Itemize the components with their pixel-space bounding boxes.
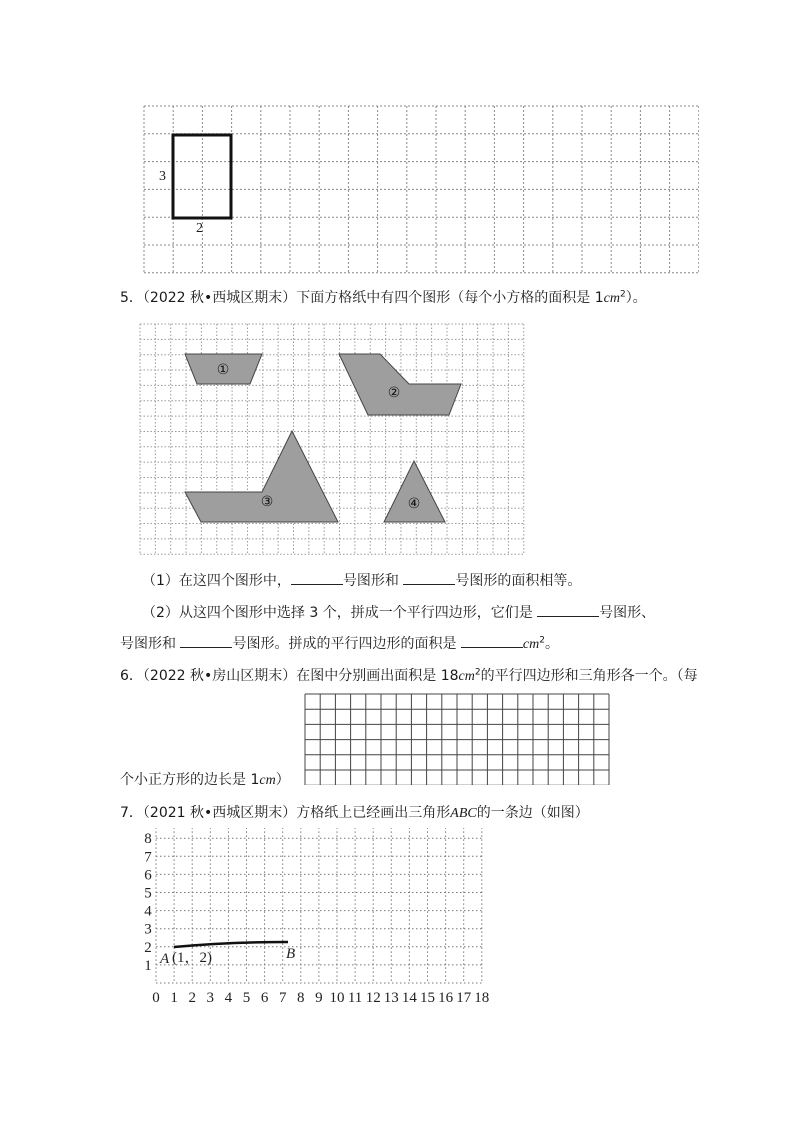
y-tick-label: 6 [144, 867, 152, 884]
x-tick-label: 16 [438, 990, 454, 1006]
q6-number: 6． [120, 668, 143, 684]
q5-stem [120, 288, 647, 309]
point-a-label: A [160, 951, 170, 967]
x-tick-label: 3 [206, 990, 215, 1006]
x-tick-label: 15 [420, 990, 435, 1006]
shape-4-triangle [384, 461, 445, 522]
q6-line2 [120, 770, 290, 791]
x-tick-label: 17 [456, 990, 472, 1006]
grid-q5 [139, 323, 525, 559]
q5-sub2-d: 号图形。拼成的平行四边形的面积是 [232, 636, 457, 652]
q5-sub2-b: 号图形、 [599, 605, 656, 621]
side-label-3: 3 [159, 169, 166, 184]
y-tick-label: 3 [144, 921, 152, 938]
q5-sub2-line2 [120, 633, 559, 655]
q5-sub2-a: （2）从这四个图形中选择 3 个，拼成一个平行四边形，它们是 [142, 605, 533, 621]
x-tick-label: 11 [347, 990, 363, 1006]
x-tick-label: 12 [365, 990, 381, 1006]
x-tick-label: 14 [401, 990, 417, 1006]
q5-sup: 2 [619, 289, 626, 300]
q5-sub1 [142, 570, 581, 591]
q5-source: （2022 秋•西城区期末） [142, 290, 297, 306]
q5-sub1-b: 号图形和 [342, 573, 399, 589]
q5-text: 下面方格纸中有四个图形（每个小方格的面积是 1 [296, 290, 604, 306]
point-b-label: B [286, 946, 296, 962]
x-tick-label: 2 [188, 990, 196, 1006]
x-tick-label: 1 [170, 990, 178, 1006]
grid-q6 [304, 693, 610, 789]
q7-stem [120, 803, 589, 824]
blank-q5-2b[interactable] [180, 633, 232, 648]
q7-number: 7． [120, 805, 143, 821]
shape-1-label: ① [216, 362, 230, 378]
x-tick-label: 8 [297, 990, 305, 1006]
shape-3-label: ③ [260, 494, 274, 510]
q5-sub2-end: 。 [544, 636, 559, 652]
grid-1 [143, 105, 699, 279]
q5-sub1-a: （1）在这四个图形中， [142, 573, 291, 589]
q6-text: 在图中分别画出面积是 18 [296, 668, 459, 684]
blank-q5-1a[interactable] [291, 570, 343, 585]
q6-unit: cm [458, 669, 475, 684]
y-tick-label: 4 [144, 903, 152, 920]
blank-q5-2a[interactable] [537, 602, 599, 617]
x-tick-label: 6 [260, 990, 269, 1006]
segment-ab [174, 942, 288, 947]
y-tick-label: 2 [144, 939, 152, 956]
grid-1-svg [143, 105, 699, 275]
grid-q7-svg [140, 828, 500, 1008]
q6-stem [120, 666, 698, 687]
x-tick-label: 18 [474, 990, 490, 1006]
q7-source: （2021 秋•西城区期末） [142, 805, 297, 821]
q5-sub1-c: 号图形的面积相等。 [455, 573, 582, 589]
q7-text: 方格纸上已经画出三角形 [296, 805, 451, 821]
q6-sup: 2 [474, 667, 481, 678]
x-tick-label: 10 [329, 990, 345, 1006]
shape-2-label: ② [387, 385, 401, 401]
x-tick-label: 9 [315, 990, 323, 1006]
q5-end: ）。 [625, 290, 647, 306]
q6-line2-end: ） [275, 772, 290, 788]
x-tick-label: 5 [242, 990, 251, 1006]
y-tick-label: 5 [144, 885, 152, 902]
q5-unit: cm [603, 291, 620, 306]
shape-4-label: ④ [407, 496, 421, 512]
grid-q6-svg [304, 693, 610, 785]
q5-sub2-line1 [142, 602, 655, 623]
grid-q7 [140, 828, 500, 1012]
y-tick-label: 1 [144, 957, 152, 974]
x-tick-label: 4 [224, 990, 233, 1006]
y-tick-label: 8 [144, 831, 152, 848]
x-tick-label: 0 [152, 990, 160, 1006]
grid-q5-svg [139, 323, 525, 555]
point-a-coord: (1，2) [172, 950, 212, 966]
q5-sub2-c: 号图形和 [120, 636, 176, 652]
q7-text2: 的一条边（如图） [476, 805, 589, 821]
q6-line2-a: 个小正方形的边长是 1 [120, 772, 260, 788]
blank-q5-1b[interactable] [403, 570, 455, 585]
q5-sub2-unit: cm [522, 637, 540, 652]
q7-abc: ABC [450, 806, 477, 821]
q6-text2: 的平行四边形和三角形各一个。（每 [480, 668, 698, 684]
q5-number: 5． [120, 290, 143, 306]
x-tick-label: 13 [383, 990, 399, 1006]
bottom-label-2: 2 [196, 221, 203, 236]
blank-q5-2c[interactable] [461, 633, 523, 648]
y-tick-label: 7 [144, 849, 152, 866]
q5-sub2-sup: 2 [539, 635, 545, 646]
q6-line2-unit: cm [259, 773, 276, 788]
x-tick-label: 7 [278, 990, 287, 1006]
q6-source: （2022 秋•房山区期末） [142, 668, 297, 684]
